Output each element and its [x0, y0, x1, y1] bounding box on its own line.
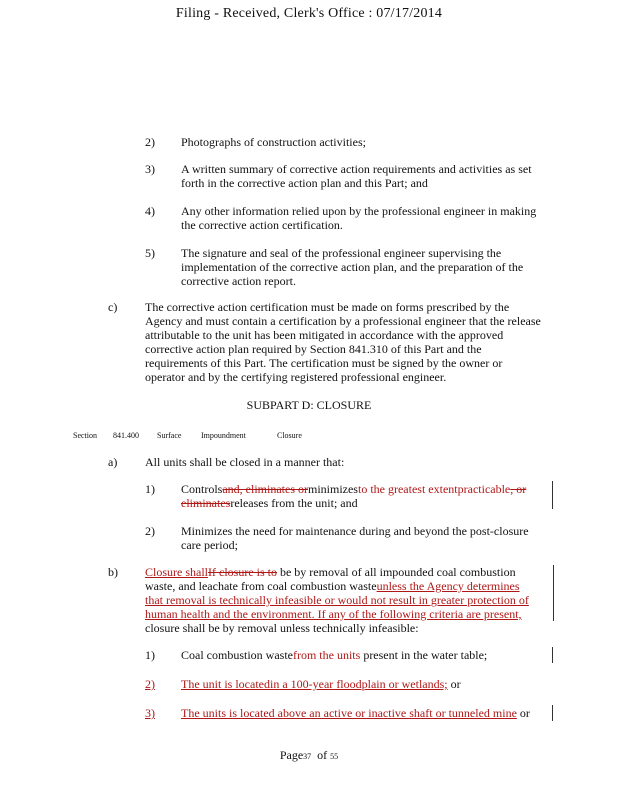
item-number: 2) [145, 677, 155, 691]
section-word: Impoundment [201, 431, 246, 440]
item-text: the corrective action certification. [181, 218, 343, 232]
item-text [181, 677, 461, 691]
text-run: Controls [181, 482, 223, 496]
change-bar [552, 647, 553, 663]
item-text [181, 706, 530, 720]
paragraph-line: Agency and must contain a certification by a professional engineer that the release [145, 314, 541, 328]
footer-prefix: Page [279, 748, 304, 762]
item-text: Photographs of construction activities; [181, 135, 366, 149]
item-text: The signature and seal of the professional engineer supervising the [181, 246, 502, 260]
inserted-text: practicable [457, 482, 511, 496]
text-run: releases from the unit; and [230, 496, 358, 510]
text-run: or [516, 706, 530, 720]
current-page: 37 [303, 752, 312, 761]
text-run: present in the water table; [360, 648, 488, 662]
inserted-text: from the units [292, 648, 361, 662]
item-number: 2) [145, 524, 155, 538]
total-pages: 55 [330, 752, 339, 761]
inserted-line: human health and the environment. If any of the following criteria are present, [145, 607, 522, 621]
item-number: 3) [145, 706, 155, 720]
item-number: 1) [145, 482, 155, 496]
deleted-text: If closure is to [208, 565, 277, 579]
section-word: Section [73, 431, 97, 440]
item-text: implementation of the corrective action plan, and the preparation of the [181, 260, 524, 274]
item-number: 1) [145, 648, 155, 662]
text-run: be by removal of all impounded coal combustion [276, 565, 516, 579]
text-run: minimizes [307, 482, 358, 496]
item-number: 5) [145, 246, 155, 260]
paragraph-line: corrective action plan required by Section 841.310 of this Part and the [145, 342, 482, 356]
item-text: forth in the corrective action plan and this Part; and [181, 176, 428, 190]
paragraph-number: c) [108, 300, 118, 314]
paragraph-number: b) [108, 565, 118, 579]
item-text [181, 496, 358, 510]
item-number: 4) [145, 204, 155, 218]
item-text: corrective action report. [181, 274, 296, 288]
page-footer [0, 748, 618, 764]
item-text: A written summary of corrective action requirements and activities as set [181, 162, 532, 176]
text-run: waste, and leachate from coal combustion waste [145, 579, 377, 593]
paragraph-line [145, 579, 520, 593]
inserted-line: that removal is technically infeasible or would not result in greater protection of [145, 593, 529, 607]
filing-header: Filing - Received, Clerk's Office : 07/17/2014 [175, 6, 443, 21]
change-bar [553, 565, 554, 621]
change-bar [552, 705, 553, 721]
inserted-text: is located above an active or inactive shaft or tunneled mine [226, 706, 517, 720]
inserted-text: unless the Agency determines [376, 579, 520, 593]
inserted-text: to the greatest extent [357, 482, 458, 496]
inserted-text: in [269, 677, 280, 691]
section-number: 841.400 [113, 431, 139, 440]
change-bar [552, 481, 553, 509]
item-text [181, 648, 487, 662]
paragraph-line [145, 565, 516, 579]
text-run: or [447, 677, 461, 691]
text-run: Coal combustion waste [181, 648, 293, 662]
item-number: 3) [145, 162, 155, 176]
paragraph-line: closure shall be by removal unless technically infeasible: [145, 621, 419, 635]
paragraph-line: attributable to the unit has been mitigated in accordance with the approved [145, 328, 504, 342]
item-number: 2) [145, 135, 155, 149]
paragraph-line: All units shall be closed in a manner that: [145, 455, 345, 469]
paragraph-line: requirements of this Part. The certification must be signed by the owner or [145, 356, 503, 370]
section-word: Surface [157, 431, 182, 440]
paragraph-number: a) [108, 455, 118, 469]
inserted-text: The units [181, 706, 226, 720]
section-word: Closure [277, 431, 302, 440]
inserted-text: a 100-year [279, 677, 334, 691]
inserted-text: Closure shall [145, 565, 208, 579]
item-text: Minimizes the need for maintenance during and beyond the post-closure [181, 524, 529, 538]
subpart-title: SUBPART D: CLOSURE [246, 398, 372, 412]
deleted-text: , or [510, 482, 527, 496]
deleted-text: and, eliminates or [222, 482, 308, 496]
footer-separator: of [317, 748, 328, 762]
item-text: Any other information relied upon by the professional engineer in making [181, 204, 537, 218]
item-text: care period; [181, 538, 238, 552]
inserted-text: floodplain or wetlands; [333, 677, 448, 691]
paragraph-line: operator and by the certifying registered professional engineer. [145, 370, 447, 384]
inserted-text: The unit is located [181, 677, 270, 691]
deleted-text: eliminates [181, 496, 231, 510]
item-text [181, 482, 526, 496]
paragraph-line: The corrective action certification must be made on forms prescribed by the [145, 300, 510, 314]
